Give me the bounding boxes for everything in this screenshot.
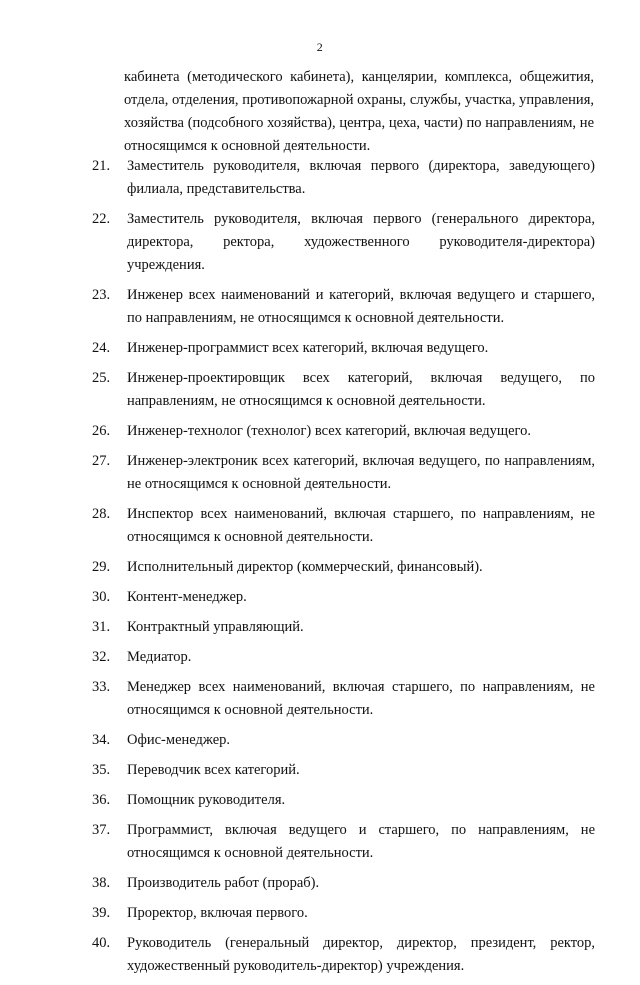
- list-item: [0, 208, 640, 277]
- position-list: [0, 155, 640, 985]
- list-item-text: Проректор, включая первого.: [127, 905, 308, 921]
- list-item: [0, 759, 640, 782]
- list-item-text: Исполнительный директор (коммерческий, финансовый).: [127, 559, 483, 575]
- list-item: [0, 932, 640, 978]
- list-item: [0, 646, 640, 669]
- list-item-text: Руководитель (генеральный директор, директор, президент, ректор, художественный руководитель-директор) учреждения.: [127, 935, 595, 974]
- list-item: [0, 556, 640, 579]
- list-item-number: 31.: [92, 619, 111, 635]
- list-item-number: 40.: [92, 935, 111, 951]
- list-item-number: 22.: [92, 211, 111, 227]
- list-item-number: 24.: [92, 340, 111, 356]
- list-item-number: 37.: [92, 822, 111, 838]
- list-item-text: Программист, включая ведущего и старшего, по направлениям, не относящимся к основной деятельности.: [127, 822, 595, 861]
- page-number: 2: [316, 40, 324, 54]
- list-item-number: 23.: [92, 287, 111, 303]
- list-item-text: Производитель работ (прораб).: [127, 875, 320, 891]
- list-item-text: Инженер всех наименований и категорий, включая ведущего и старшего, по направлениям, не относящимся к основной деятельности.: [127, 287, 595, 326]
- list-item: [0, 902, 640, 925]
- list-item: [0, 367, 640, 413]
- list-item-text: Заместитель руководителя, включая первого (генерального директора, директора, ректора, художественного руководителя-директора) учреждения.: [127, 211, 595, 273]
- list-item: [0, 819, 640, 865]
- list-item: [0, 450, 640, 496]
- list-item-number: 25.: [92, 370, 111, 386]
- list-item-text: Инженер-проектировщик всех категорий, включая ведущего, по направлениям, не относящимся к основной деятельности.: [127, 370, 595, 409]
- list-item-number: 29.: [92, 559, 111, 575]
- continued-paragraph: кабинета (методического кабинета), канцелярии, комплекса, общежития, отдела, отделения, противопожарной охраны, службы, участка, управления, хозяйства (подсобного хозяйства), центра, цеха, части) по направлениям, не относящимся к основной деятельности.: [124, 69, 594, 154]
- list-item-number: 28.: [92, 506, 111, 522]
- list-item-number: 36.: [92, 792, 111, 808]
- list-item: [0, 420, 640, 443]
- list-item-number: 27.: [92, 453, 111, 469]
- list-item-text: Переводчик всех категорий.: [127, 762, 300, 778]
- list-item-text: Инженер-электроник всех категорий, включая ведущего, по направлениям, не относящимся к основной деятельности.: [127, 453, 595, 492]
- list-item-number: 38.: [92, 875, 111, 891]
- list-item: [0, 503, 640, 549]
- list-item: [0, 729, 640, 752]
- list-item-text: Офис-менеджер.: [127, 732, 231, 748]
- list-item: [0, 155, 640, 201]
- list-item-number: 26.: [92, 423, 111, 439]
- list-item-text: Инспектор всех наименований, включая старшего, по направлениям, не относящимся к основной деятельности.: [127, 506, 595, 545]
- list-item-text: Инженер-технолог (технолог) всех категорий, включая ведущего.: [127, 423, 531, 439]
- list-item-number: 32.: [92, 649, 111, 665]
- list-item: [0, 284, 640, 330]
- list-item-text: Медиатор.: [127, 649, 192, 665]
- list-item-number: 33.: [92, 679, 111, 695]
- list-item: [0, 337, 640, 360]
- list-item: [0, 789, 640, 812]
- list-item: [0, 676, 640, 722]
- list-item-number: 30.: [92, 589, 111, 605]
- list-item-number: 21.: [92, 158, 111, 174]
- list-item-text: Контент-менеджер.: [127, 589, 247, 605]
- list-item-text: Инженер-программист всех категорий, включая ведущего.: [127, 340, 489, 356]
- list-item: [0, 616, 640, 639]
- list-item-text: Менеджер всех наименований, включая старшего, по направлениям, не относящимся к основной деятельности.: [127, 679, 595, 718]
- list-item-text: Контрактный управляющий.: [127, 619, 304, 635]
- list-item-number: 39.: [92, 905, 111, 921]
- list-item-text: Помощник руководителя.: [127, 792, 286, 808]
- list-item-number: 35.: [92, 762, 111, 778]
- list-item: [0, 586, 640, 609]
- list-item-text: Заместитель руководителя, включая первого (директора, заведующего) филиала, представительства.: [127, 158, 595, 197]
- list-item-number: 34.: [92, 732, 111, 748]
- list-item: [0, 872, 640, 895]
